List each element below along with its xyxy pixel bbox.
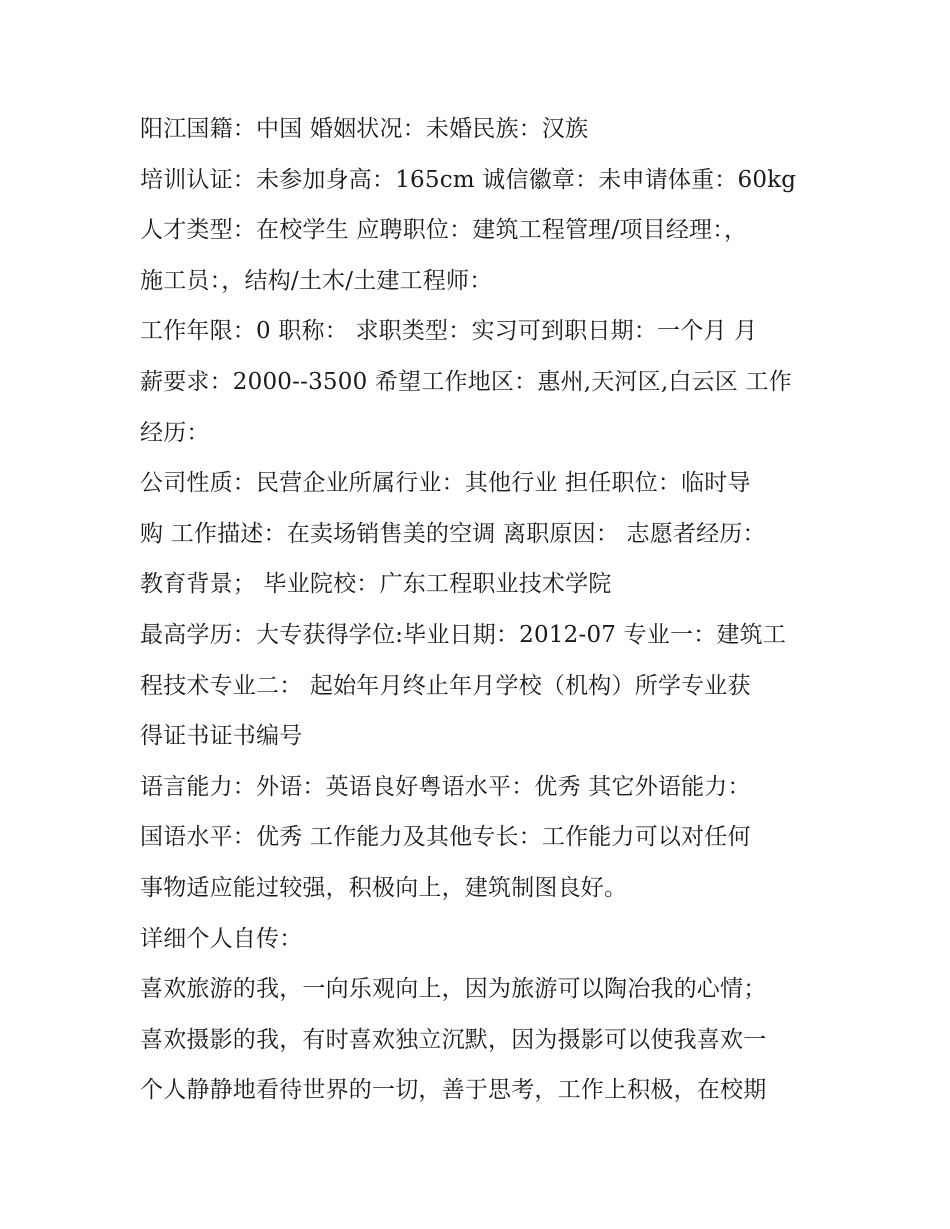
text-line-talent-type: 人才类型：在校学生 应聘职位：建筑工程管理/项目经理：， xyxy=(140,217,748,244)
text-line-travel: 喜欢旅游的我，一向乐观向上，因为旅游可以陶冶我的心情； xyxy=(140,976,767,1003)
text-line-education: 教育背景； 毕业院校：广东工程职业技术学院 xyxy=(140,571,612,598)
text-line-photography: 喜欢摄影的我，有时喜欢独立沉默，因为摄影可以使我喜欢一 xyxy=(140,1026,767,1053)
text-line-training-height: 培训认证：未参加身高：165cm 诚信徽章：未申请体重：60kg xyxy=(140,166,797,193)
text-line-thinking: 个人静静地看待世界的一切，善于思考，工作上积极，在校期 xyxy=(140,1077,767,1104)
text-line-experience-heading: 经历： xyxy=(140,419,210,446)
text-line-adaptability: 事物适应能过较强，积极向上，建筑制图良好。 xyxy=(140,874,628,901)
text-line-hometown-nationality: 阳江国籍：中国 婚姻状况：未婚民族：汉族 xyxy=(140,116,589,142)
text-line-salary: 薪要求：2000--3500 希望工作地区：惠州,天河区,白云区 工作 xyxy=(140,368,792,395)
text-line-language: 语言能力：外语：英语良好粤语水平：优秀 其它外语能力： xyxy=(140,773,751,800)
resume-text-body xyxy=(140,104,820,1116)
text-line-job-description: 购 工作描述：在卖场销售美的空调 离职原因： 志愿者经历： xyxy=(140,520,766,547)
text-line-work-years: 工作年限：0 职称： 求职类型：实习可到职日期：一个月 月 xyxy=(140,318,758,345)
text-line-highest-degree: 最高学历：大专获得学位:毕业日期：2012-07 专业一：建筑工 xyxy=(140,621,787,648)
text-line-mandarin-skills: 国语水平：优秀 工作能力及其他专长：工作能力可以对任何 xyxy=(140,824,751,851)
text-line-company-nature: 公司性质：民营企业所属行业：其他行业 担任职位：临时导 xyxy=(140,470,751,497)
text-line-position-continued: 施工员：，结构/土木/土建工程师： xyxy=(140,267,493,294)
text-line-certificate: 得证书证书编号 xyxy=(140,723,303,750)
text-line-autobiography-heading: 详细个人自传： xyxy=(140,925,303,952)
text-line-major-two: 程技术专业二： 起始年月终止年月学校（机构）所学专业获 xyxy=(140,672,751,699)
